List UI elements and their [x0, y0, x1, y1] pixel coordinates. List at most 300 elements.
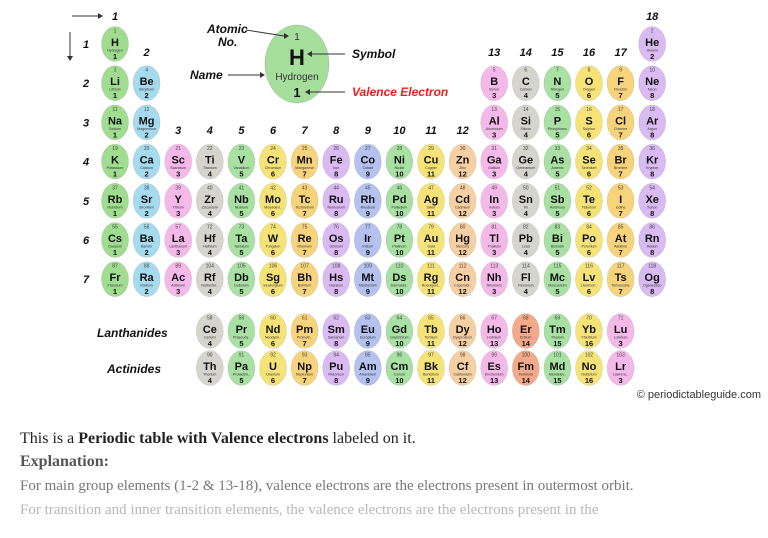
valence-electrons: 8 [334, 376, 339, 385]
element-name: Rhodium [360, 205, 375, 210]
period-number-1: 1 [82, 39, 90, 51]
atomic-number: 17 [617, 106, 624, 113]
element-cell-la [165, 223, 192, 258]
valence-electrons: 5 [239, 169, 244, 179]
element-cell-hs [323, 262, 350, 297]
valence-electrons: 15 [553, 376, 562, 385]
element-name: Selenium [581, 166, 597, 171]
element-cell-ti [196, 144, 223, 179]
valence-electrons: 7 [302, 339, 307, 348]
element-symbol: Fm [517, 361, 535, 373]
element-name: Terbium [424, 335, 438, 340]
element-symbol: Pm [296, 324, 314, 336]
element-symbol: B [490, 76, 499, 89]
explanation-heading: Explanation: [20, 453, 109, 470]
element-cell-db [228, 262, 255, 297]
valence-electrons: 4 [523, 248, 528, 257]
element-name: Germanium [516, 166, 536, 171]
element-cell-md [544, 351, 571, 386]
element-name: Iridium [362, 244, 374, 249]
element-name: Cadmium [454, 205, 471, 210]
atomic-number: 26 [333, 146, 339, 153]
element-name: Einsteinium [484, 372, 504, 377]
atomic-number: 64 [396, 315, 403, 322]
element-name: Thorium [203, 372, 217, 377]
element-name: Erbium [520, 335, 532, 340]
valence-electrons: 3 [176, 169, 181, 179]
element-name: Chlorine [613, 126, 628, 131]
element-cell-cn [449, 262, 476, 297]
element-name: Francium [107, 283, 123, 288]
element-cell-pt [386, 223, 413, 258]
element-cell-og [639, 262, 666, 297]
element-symbol: Po [581, 233, 597, 245]
atomic-number: 91 [238, 352, 245, 359]
element-symbol: Br [614, 154, 627, 167]
element-symbol: In [489, 193, 500, 206]
element-name: Iron [333, 166, 340, 171]
atomic-number: 30 [459, 146, 466, 153]
atomic-number: 44 [333, 185, 339, 192]
element-cell-rh [354, 183, 381, 218]
valence-electrons: 3 [492, 130, 497, 140]
atomic-number: 34 [586, 146, 592, 153]
element-cell-fl [512, 262, 539, 297]
element-cell-cd [449, 183, 476, 218]
element-name: Tungsten [265, 244, 281, 249]
group-number-11: 11 [425, 125, 437, 137]
element-name: Rhenium [297, 244, 312, 249]
atomic-number: 6 [524, 67, 528, 74]
element-cell-ce [196, 314, 223, 349]
article-text [20, 428, 760, 522]
group-number-13: 13 [488, 47, 501, 59]
element-cell-yb [576, 314, 603, 349]
valence-electrons: 1 [112, 91, 118, 101]
valence-electrons: 3 [618, 339, 623, 348]
element-symbol: S [585, 115, 593, 128]
valence-electrons: 16 [584, 339, 594, 348]
element-cell-xe [639, 183, 666, 218]
valence-electrons: 6 [586, 248, 592, 257]
atomic-number: 96 [396, 352, 403, 359]
element-cell-es [481, 351, 508, 386]
atomic-number: 90 [207, 352, 213, 359]
element-name: Livermori.. [580, 283, 598, 288]
element-name: Nickel [394, 166, 405, 171]
element-cell-mg [133, 105, 160, 140]
valence-electrons: 11 [427, 376, 435, 385]
atomic-number: 38 [143, 185, 150, 192]
element-symbol: Ru [328, 193, 344, 206]
element-symbol: Ac [171, 272, 186, 285]
atomic-number: 27 [365, 146, 371, 153]
atomic-number: 78 [396, 224, 403, 231]
atomic-number: 59 [238, 315, 245, 322]
element-symbol: Lv [582, 272, 596, 285]
element-name: Hafnium [203, 244, 217, 249]
element-symbol: O [584, 76, 594, 89]
intro-pre: This is a [20, 430, 79, 447]
atomic-number: 95 [365, 352, 371, 359]
element-cell-pa [228, 351, 255, 386]
valence-electrons: 10 [395, 376, 404, 385]
atomic-number: 22 [207, 146, 213, 153]
element-cell-fm [512, 351, 539, 386]
element-cell-k [102, 144, 129, 179]
atomic-number: 58 [207, 315, 213, 322]
element-cell-h [102, 27, 129, 62]
element-cell-n [544, 66, 571, 101]
element-symbol: Se [582, 154, 596, 167]
element-cell-cs [102, 223, 129, 258]
element-cell-fe [323, 144, 350, 179]
valence-electrons: 2 [144, 169, 149, 179]
group-number-7: 7 [301, 125, 308, 137]
element-name: Lead [521, 244, 530, 249]
element-name: Yttrium [172, 205, 184, 210]
element-name: Protactini.. [232, 372, 250, 377]
atomic-number: 25 [301, 146, 308, 153]
valence-electrons: 12 [458, 339, 467, 348]
element-symbol: Li [110, 76, 120, 89]
element-name: Lutetium [613, 335, 628, 340]
element-cell-sb [544, 183, 571, 218]
element-name: Argon [647, 126, 657, 131]
atomic-number: 93 [301, 352, 308, 359]
element-cell-gd [386, 314, 413, 349]
element-name: Bismuth [550, 244, 564, 249]
element-symbol: Xe [645, 193, 659, 206]
element-cell-y [165, 183, 192, 218]
element-symbol: Pd [392, 193, 407, 206]
atomic-number: 12 [143, 106, 150, 113]
atomic-number: 39 [175, 185, 181, 192]
element-symbol: Cs [107, 233, 123, 245]
element-name: Praseody.. [232, 335, 250, 340]
valence-electrons: 7 [302, 208, 307, 218]
valence-electrons: 15 [553, 339, 562, 348]
element-cell-am [354, 351, 381, 386]
element-symbol: Mg [138, 115, 155, 128]
element-name: Holmium [487, 335, 502, 340]
element-symbol: Db [234, 272, 249, 285]
valence-electrons: 8 [650, 91, 655, 101]
atomic-number: 112 [458, 263, 467, 270]
atomic-number: 36 [649, 146, 655, 153]
element-name: Strontium [138, 205, 155, 210]
element-symbol: Am [358, 361, 377, 373]
legend-name-label: Name [190, 68, 223, 82]
valence-electrons: 9 [365, 169, 370, 179]
element-cell-ca [133, 144, 160, 179]
atomic-number: 48 [459, 185, 466, 192]
atomic-number: 105 [237, 263, 246, 270]
atomic-number: 35 [617, 146, 624, 153]
element-cell-tl [481, 223, 508, 258]
element-name: Scandium [170, 166, 187, 171]
period-number-6: 6 [82, 235, 90, 247]
element-cell-mo [260, 183, 287, 218]
element-name: Beryllium [139, 87, 154, 92]
atomic-number: 75 [301, 224, 308, 231]
element-symbol: Lr [615, 361, 627, 373]
element-symbol: Er [519, 324, 532, 336]
element-cell-mn [291, 144, 318, 179]
element-cell-fr [102, 262, 129, 297]
legend-key [190, 22, 448, 103]
valence-electrons: 4 [523, 287, 528, 297]
element-cell-tc [291, 183, 318, 218]
atomic-number: 113 [490, 263, 499, 270]
element-cell-sc [165, 144, 192, 179]
element-cell-w [260, 223, 287, 258]
atomic-number: 53 [617, 185, 624, 192]
element-symbol: La [171, 233, 185, 245]
element-symbol: Y [174, 193, 182, 206]
valence-electrons: 2 [144, 287, 149, 297]
element-cell-cm [386, 351, 413, 386]
group-number-17: 17 [614, 47, 627, 59]
intro-bold: Periodic table with Valence electrons [78, 430, 329, 447]
element-cell-no [576, 351, 603, 386]
element-cell-in [481, 183, 508, 218]
valence-electrons: 8 [650, 287, 655, 297]
element-name: Nihonium [486, 283, 502, 288]
atomic-number: 70 [586, 315, 592, 322]
element-symbol: Mo [265, 193, 281, 206]
atomic-number: 117 [616, 263, 625, 270]
legend-atomic-no-label-line2: No. [218, 35, 238, 49]
element-symbol: Sg [265, 272, 281, 285]
element-symbol: Sb [550, 193, 565, 206]
element-name: Sulphur [582, 126, 596, 131]
atomic-number: 40 [207, 185, 213, 192]
element-name: Hydrogen [107, 48, 123, 53]
element-name: Technetium [295, 205, 314, 210]
element-symbol: Pr [235, 324, 248, 336]
element-cell-np [291, 351, 318, 386]
element-symbol: Pb [518, 233, 533, 245]
element-symbol: Mn [296, 154, 313, 167]
element-cell-nd [260, 314, 287, 349]
element-name: Gold [427, 244, 435, 249]
element-symbol: Mc [549, 272, 566, 285]
legend-sample-valence: 1 [293, 85, 301, 100]
element-name: Silicon [520, 126, 532, 131]
atomic-number: 106 [268, 263, 278, 270]
element-symbol: F [617, 76, 624, 89]
element-symbol: Re [297, 233, 312, 245]
explanation-paragraph-1: For main group elements (1-2 & 13-18), valence electrons are the electrons present in outermost orbit. [20, 478, 634, 494]
atomic-number: 87 [112, 263, 118, 270]
element-name: Silver [426, 205, 436, 210]
element-name: Flerovium [517, 283, 534, 288]
atomic-number: 5 [492, 67, 496, 74]
element-name: Europium [360, 335, 376, 340]
valence-electrons: 3 [618, 376, 623, 385]
element-name: Vanadium [233, 166, 250, 171]
element-symbol: Ra [139, 272, 154, 285]
atomic-number: 54 [649, 185, 655, 192]
element-cell-cu [418, 144, 445, 179]
element-symbol: Fl [520, 272, 531, 285]
element-symbol: Au [423, 233, 439, 245]
element-symbol: No [581, 361, 597, 373]
atomic-number: 2 [650, 28, 654, 35]
element-symbol: Si [520, 115, 532, 128]
valence-electrons: 3 [492, 248, 497, 257]
element-symbol: Fr [109, 272, 121, 285]
element-name: Radon [646, 244, 658, 249]
valence-electrons: 13 [490, 339, 499, 348]
element-name: Lithium [109, 87, 121, 92]
valence-electrons: 7 [618, 91, 623, 101]
element-cell-b [481, 66, 508, 101]
atomic-number: 4 [145, 67, 148, 74]
element-name: Dysprosium [453, 335, 473, 340]
atomic-number: 86 [649, 224, 655, 231]
intro-sentence [20, 428, 760, 450]
element-name: Manganese [295, 166, 314, 171]
element-cell-nh [481, 262, 508, 297]
element-cell-rg [418, 262, 445, 297]
element-cell-he [639, 27, 666, 62]
valence-electrons: 3 [492, 287, 497, 297]
element-symbol: P [553, 115, 562, 128]
atomic-number: 14 [523, 106, 529, 113]
element-symbol: Gd [391, 324, 408, 336]
element-symbol: Ce [202, 324, 217, 336]
element-cell-na [102, 105, 129, 140]
element-symbol: Sc [171, 154, 185, 167]
element-cell-zr [196, 183, 223, 218]
valence-electrons: 8 [650, 208, 655, 218]
valence-electrons: 14 [521, 339, 530, 348]
element-symbol: Rg [423, 272, 439, 285]
atomic-number: 18 [649, 106, 655, 113]
atomic-number: 65 [428, 315, 434, 322]
valence-electrons: 16 [584, 376, 594, 385]
element-cell-pr [228, 314, 255, 349]
group-number-16: 16 [582, 47, 596, 59]
element-cell-ta [228, 223, 255, 258]
element-name: Rutherfor.. [201, 283, 219, 288]
element-cell-ni [386, 144, 413, 179]
atomic-number: 21 [175, 146, 181, 153]
element-cell-pu [323, 351, 350, 386]
group-number-6: 6 [269, 125, 277, 137]
element-cell-sr [133, 183, 160, 218]
atomic-number: 99 [491, 352, 497, 359]
element-cell-co [354, 144, 381, 179]
element-cell-ir [354, 223, 381, 258]
atomic-number: 9 [619, 67, 622, 74]
valence-electrons: 3 [492, 169, 497, 179]
element-symbol: Tl [489, 233, 500, 245]
element-cell-ac [165, 262, 192, 297]
atomic-number: 115 [553, 263, 562, 270]
atomic-number: 47 [428, 185, 434, 192]
valence-electrons: 4 [523, 130, 528, 140]
element-symbol: Nh [486, 272, 502, 285]
element-symbol: Pa [234, 361, 249, 373]
valence-electrons: 4 [523, 91, 528, 101]
atomic-number: 7 [556, 67, 559, 74]
element-cell-er [512, 314, 539, 349]
atomic-number: 13 [491, 106, 497, 113]
atomic-number: 81 [491, 224, 497, 231]
element-symbol: I [619, 193, 623, 206]
element-symbol: Sr [140, 193, 153, 206]
element-symbol: Ca [139, 154, 154, 167]
valence-electrons: 12 [458, 287, 467, 297]
element-cell-ba [133, 223, 160, 258]
element-symbol: Og [644, 272, 660, 285]
element-symbol: Zn [455, 154, 470, 167]
intro-post: labeled on it. [328, 430, 416, 447]
legend-valence-label: Valence Electron [352, 85, 449, 99]
element-symbol: Te [582, 193, 596, 206]
element-symbol: As [550, 154, 565, 167]
valence-electrons: 1 [112, 130, 118, 140]
element-symbol: Tm [549, 324, 566, 336]
valence-electrons: 9 [365, 208, 370, 218]
valence-electrons: 4 [207, 339, 212, 348]
element-name: Roentgeni.. [421, 283, 441, 288]
element-name: Nobelium [581, 372, 597, 377]
element-name: Actinium [171, 283, 186, 288]
atomic-number: 29 [428, 146, 434, 153]
atomic-number: 16 [586, 106, 592, 113]
element-name: Uranium [266, 372, 280, 377]
atomic-number: 10 [649, 67, 655, 74]
valence-electrons: 2 [144, 91, 149, 101]
element-symbol: Sm [327, 324, 345, 336]
valence-electrons: 11 [427, 339, 435, 348]
element-cell-pd [386, 183, 413, 218]
atomic-number: 33 [554, 146, 561, 153]
valence-electrons: 5 [555, 91, 560, 101]
valence-electrons: 6 [586, 287, 592, 297]
valence-electrons: 10 [395, 339, 404, 348]
valence-electrons: 9 [365, 339, 370, 348]
element-symbol: Zr [204, 193, 216, 206]
atomic-number: 108 [332, 263, 341, 270]
valence-electrons: 5 [555, 248, 560, 257]
period-number-5: 5 [82, 195, 90, 208]
atomic-number: 43 [301, 185, 308, 192]
element-name: Carbon [519, 87, 532, 92]
element-cell-os [323, 223, 350, 258]
valence-electrons: 10 [395, 169, 404, 179]
atomic-number: 74 [270, 224, 276, 231]
group-number-10: 10 [393, 125, 406, 137]
valence-electrons: 5 [239, 376, 244, 385]
atomic-number: 79 [428, 224, 434, 231]
atomic-number: 85 [617, 224, 624, 231]
element-symbol: Ge [518, 154, 534, 167]
atomic-number: 69 [554, 315, 561, 322]
element-name: Meitnerium [358, 283, 377, 288]
atomic-number: 52 [586, 185, 592, 192]
period-number-3: 3 [82, 117, 90, 130]
element-symbol: Cl [615, 115, 627, 128]
element-symbol: Es [487, 361, 501, 373]
element-symbol: Cf [456, 361, 469, 373]
atomic-number: 97 [428, 352, 434, 359]
element-cell-lr [607, 351, 634, 386]
